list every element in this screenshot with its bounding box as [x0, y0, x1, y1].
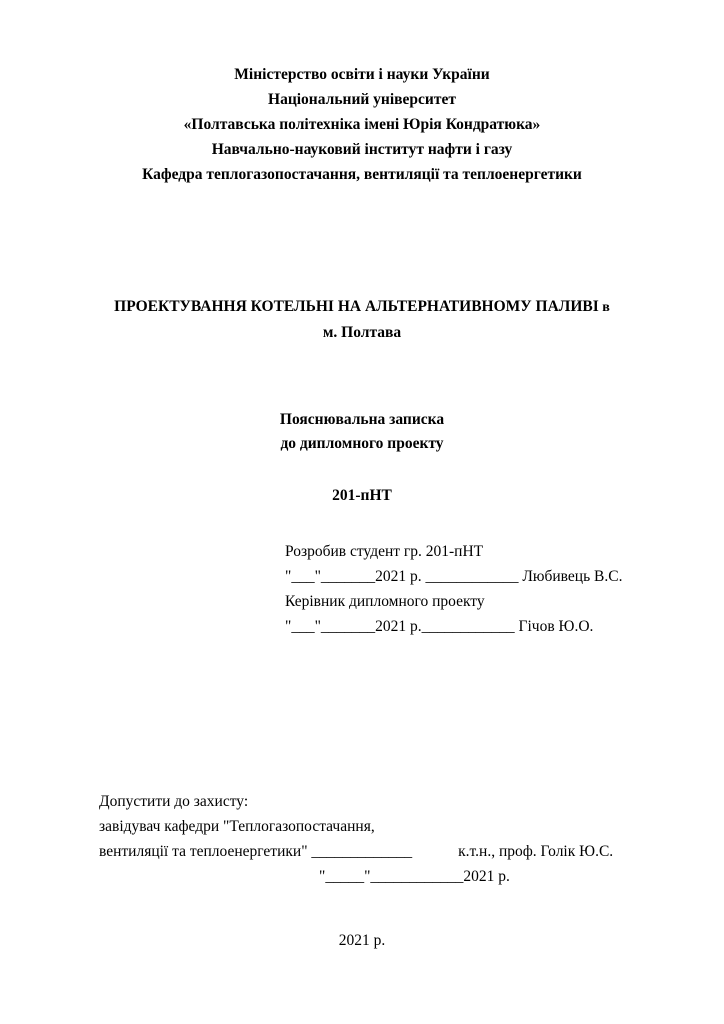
header-line-ministry: Міністерство освіти і науки України [234, 66, 490, 83]
project-title-main [70, 294, 654, 320]
document-year [0, 930, 724, 952]
project-title-main-text: ПРОЕКТУВАННЯ КОТЕЛЬНІ НА АЛЬТЕРНАТИВНОМУ ПАЛИВІ [114, 298, 599, 315]
note-line-1: Пояснювальна записка [279, 411, 445, 428]
signatures-block [285, 539, 622, 639]
year-text: 2021 р. [338, 932, 386, 949]
header-line-university-name: «Полтавська політехніка імені Юрія Кондратюка» [183, 116, 541, 133]
note-line-2: до дипломного проекту [280, 435, 444, 452]
admission-line-3 [99, 839, 684, 864]
supervisor-date-signature: "___"_______2021 р.____________ Гічов Ю.О. [285, 618, 594, 635]
header-line-institute: Навчально-науковий інститут нафти і газу [211, 141, 513, 158]
admission-line-1: Допустити до захисту: [99, 793, 249, 810]
header-line-university: Національний університет [268, 91, 456, 108]
institution-header [0, 62, 724, 187]
project-title-main-tail: в [598, 300, 610, 315]
admission-line-3-right: к.т.н., проф. Голік Ю.С. [458, 843, 614, 860]
admission-block [99, 789, 684, 889]
admission-line-2: завідувач кафедри "Теплогазопостачання, [99, 818, 375, 835]
admission-line-4: "_____"____________2021 р. [319, 868, 510, 885]
header-line-department: Кафедра теплогазопостачання, вентиляції та теплоенергетики [142, 166, 582, 183]
project-title [70, 294, 654, 345]
supervisor-label: Керівник дипломного проекту [285, 593, 485, 610]
developer-label: Розробив студент гр. 201-пНТ [285, 543, 484, 560]
group-code: 201-пНТ [332, 487, 392, 504]
project-title-city: м. Полтава [322, 324, 402, 341]
admission-line-3-left: вентиляції та теплоенергетики" _____________ [99, 843, 413, 860]
explanatory-note [0, 408, 724, 508]
developer-date-signature: "___"_______2021 р. ____________ Любивець В.С. [285, 568, 623, 585]
